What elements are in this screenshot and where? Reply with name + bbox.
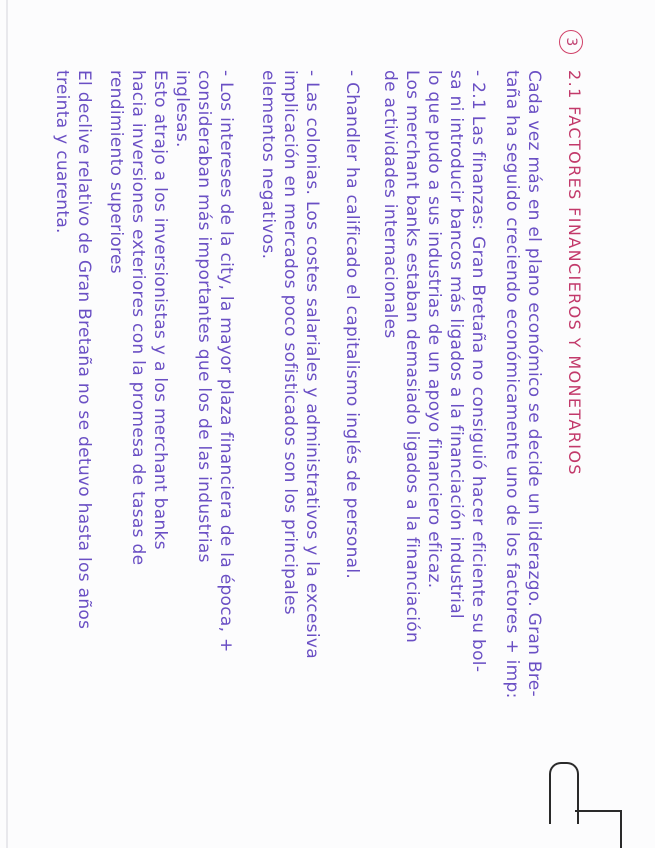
sheet-edge — [6, 0, 8, 848]
text-line: treinta y cuarenta. — [52, 70, 72, 234]
text-line: rendimiento superiores — [106, 70, 126, 274]
text-line: - 2.1 Las finanzas: Gran Bretaña no consiguió hacer eficiente su bol- — [468, 70, 488, 673]
intro-paragraph — [501, 70, 545, 810]
binder-clip-mark — [549, 762, 579, 824]
text-line: Cada vez más en el plano económico se decide un liderazgo. Gran Bre- — [524, 70, 544, 697]
text-line: inglesas. — [172, 70, 192, 148]
finance-paragraph — [379, 70, 489, 810]
page-number: 3 — [559, 30, 583, 54]
text-line: consideraban más importantes que los de las industrias — [194, 70, 214, 563]
section-heading: 2.1 FACTORES FINANCIEROS Y MONETARIOS — [565, 70, 584, 476]
text-line: lo que pudo a sus industrias de un apoyo financiero eficaz. — [424, 70, 444, 589]
text-line: de actividades internacionales — [380, 70, 400, 339]
text-line: taña ha seguido creciendo económicamente uno de los factores + imp: — [502, 70, 522, 699]
handwritten-notes — [52, 37, 585, 810]
text-line: Los merchant banks estaban demasiado ligados a la financiación — [402, 70, 422, 644]
text-line: - Los intereses de la city, la mayor plaza financiera de la época, + — [216, 70, 236, 653]
chandler-paragraph — [341, 70, 363, 810]
binder-line — [575, 810, 621, 812]
text-line: sa ni introducir bancos más ligados a la financiación industrial — [446, 70, 466, 619]
text-line: implicación en mercados poco sofisticados son los principales — [280, 70, 300, 615]
text-line: Esto atrajo a los inversionistas y a los merchant banks — [150, 70, 170, 550]
text-line: - Chandler ha calificado el capitalismo inglés de personal. — [342, 70, 362, 580]
text-line: El declive relativo de Gran Bretaña no se detuvo hasta los años — [74, 70, 94, 630]
colonies-paragraph — [257, 70, 323, 810]
text-line: elementos negativos. — [258, 70, 278, 260]
text-line: hacia inversiones exteriores con la promesa de tasas de — [128, 70, 148, 566]
conclusion-paragraph — [51, 70, 95, 810]
binder-line — [620, 810, 622, 848]
city-paragraph — [105, 70, 237, 810]
text-line: - Las colonias. Los costes salariales y administrativos y la excesiva — [302, 70, 322, 659]
